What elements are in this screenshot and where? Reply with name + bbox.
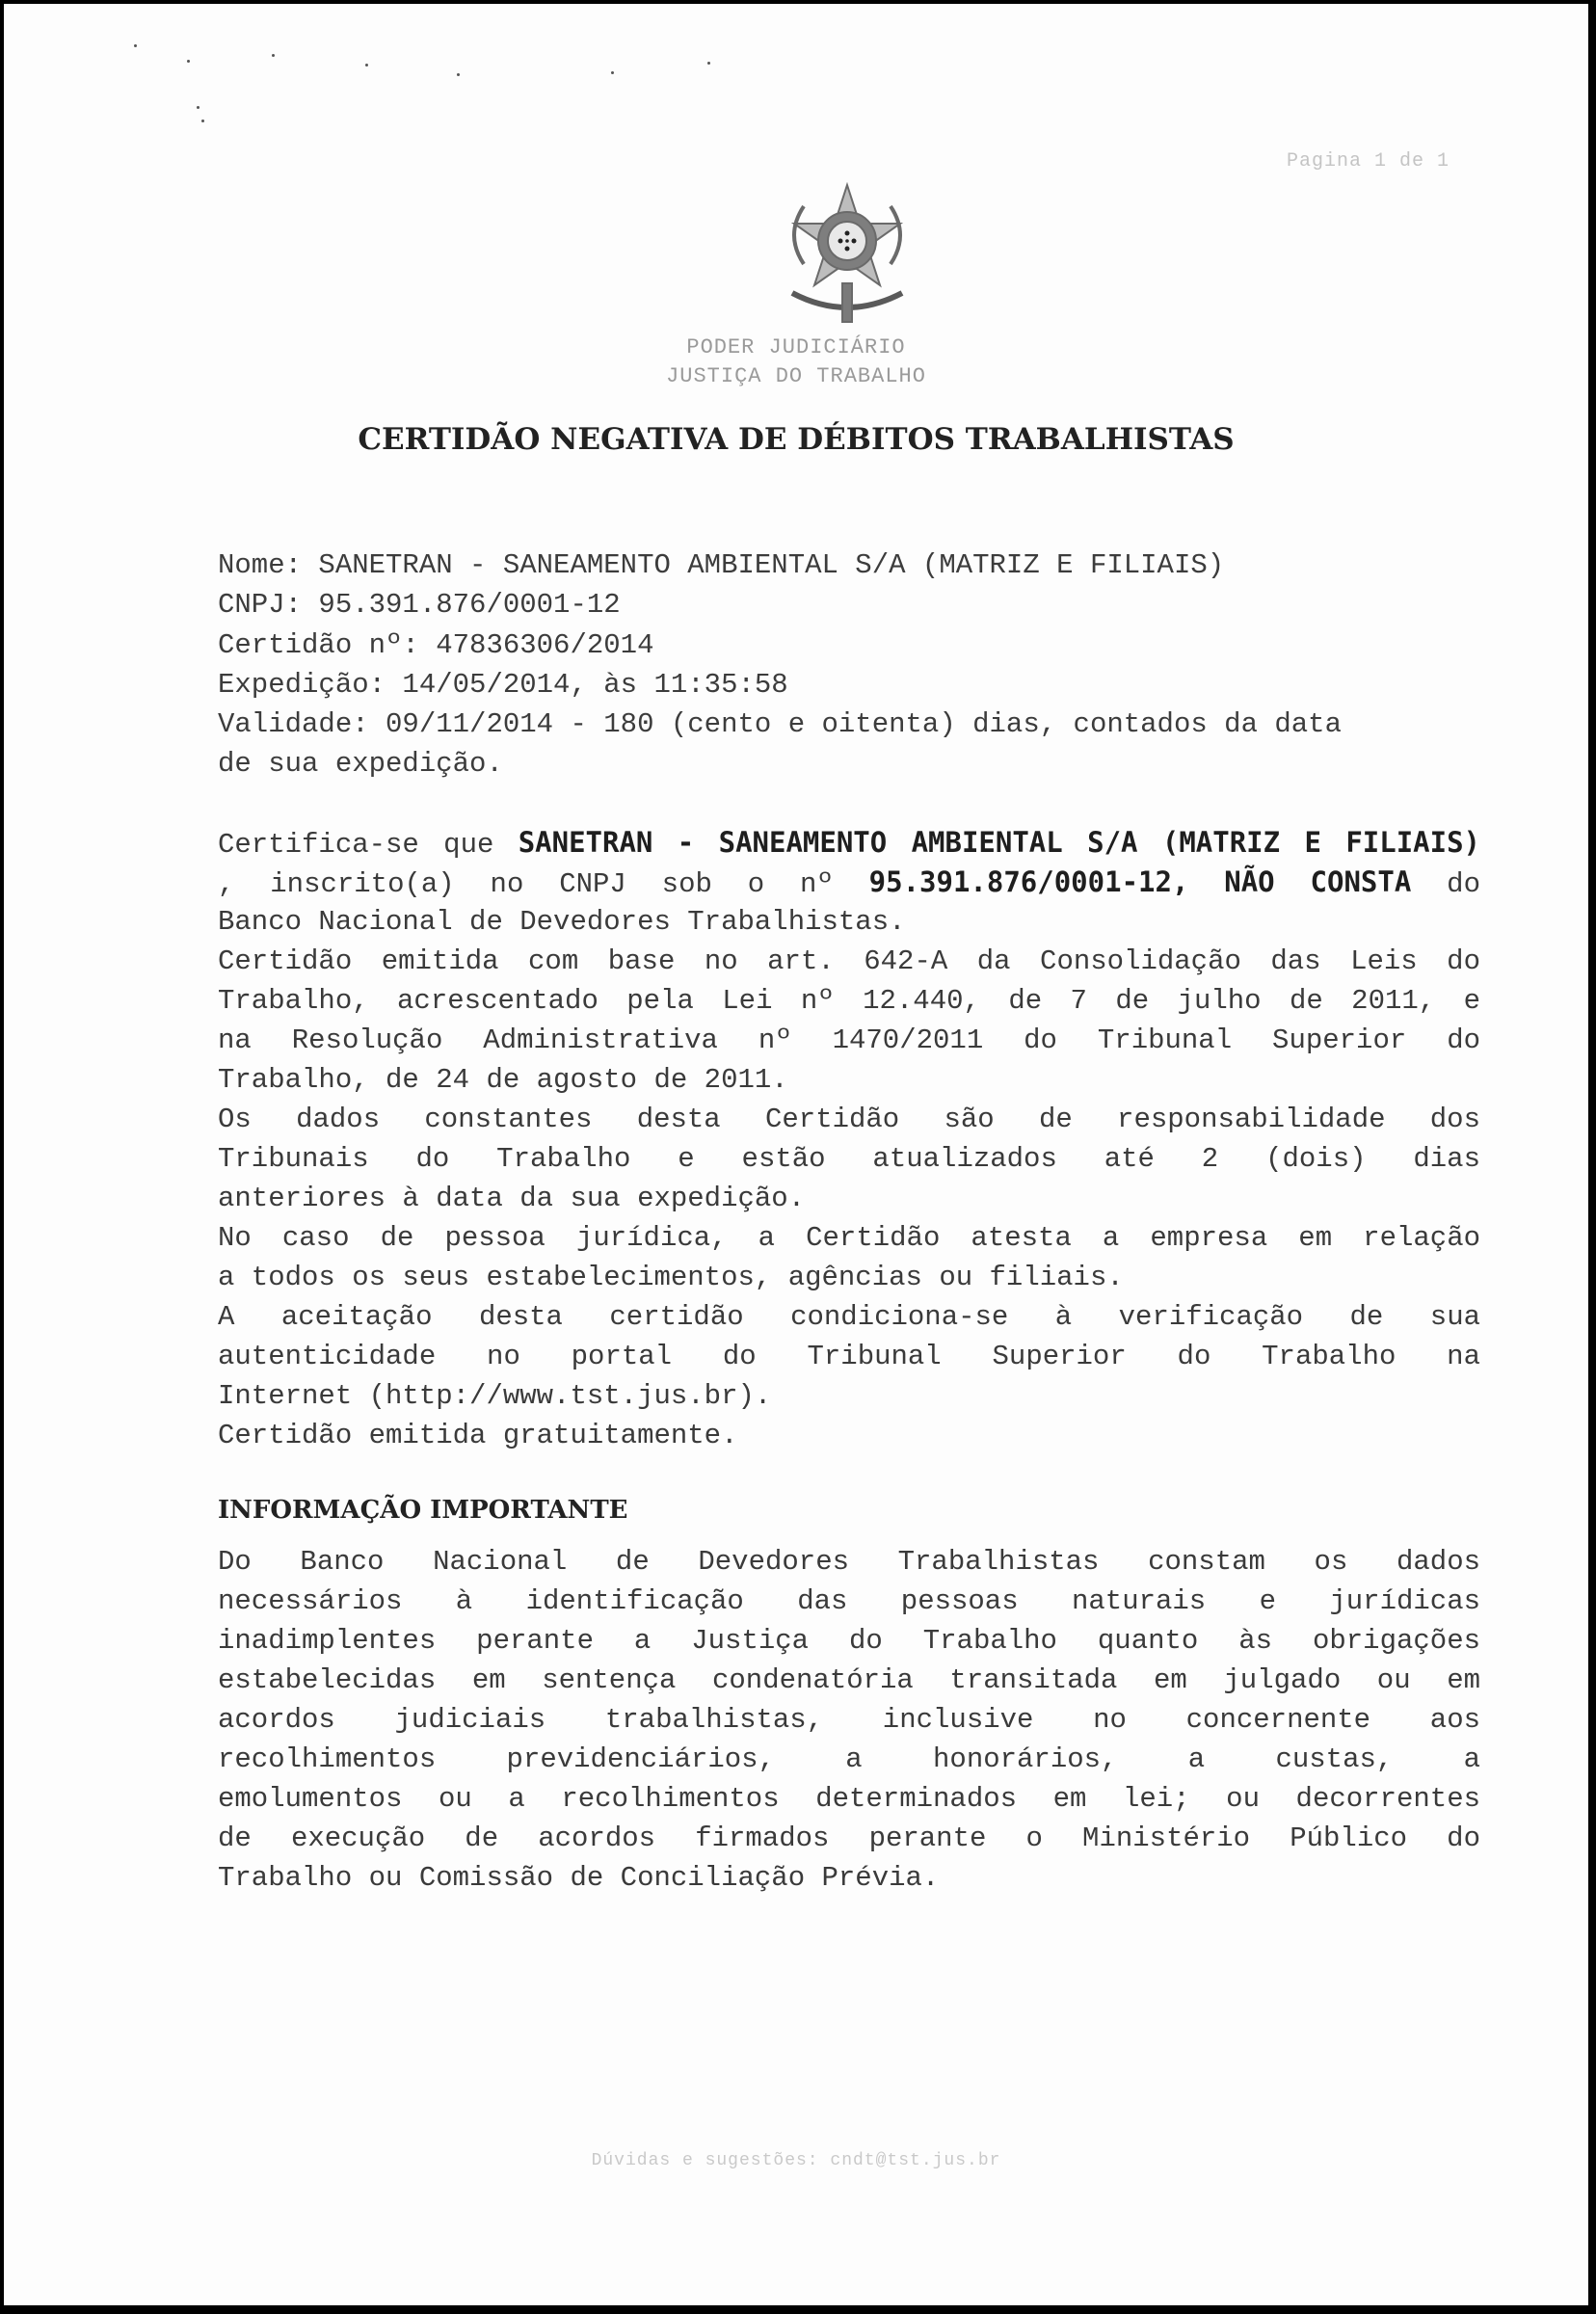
company-name: SANETRAN - SANEAMENTO AMBIENTAL S/A (MATRIZ E FILIAIS) [518,826,1480,859]
info-line: acordos judiciais trabalhistas, inclusive no concernente aos [218,1704,1480,1736]
body-line: Certifica-se que SANETRAN - SANEAMENTO AMBIENTAL S/A (MATRIZ E FILIAIS) [218,826,1480,861]
certificate-page [4,4,1588,2305]
body-line: Os dados constantes desta Certidão são de responsabilidade dos [218,1104,1480,1135]
body-line: Certidão emitida com base no art. 642-A da Consolidação das Leis do [218,945,1480,977]
footer-contact: Dúvidas e sugestões: cndt@tst.jus.br [591,2151,1001,2170]
info-validade: Validade: 09/11/2014 - 180 (cento e oitenta) dias, contados da data [218,708,1342,740]
body-line: A aceitação desta certidão condiciona-se à verificação de sua [218,1301,1480,1333]
info-line: inadimplentes perante a Justiça do Trabalho quanto às obrigações [218,1625,1480,1657]
body-line: No caso de pessoa jurídica, a Certidão atesta a empresa em relação [218,1222,1480,1254]
scan-noise [33,42,707,129]
document-title: CERTIDÃO NEGATIVA DE DÉBITOS TRABALHISTAS [358,422,1235,457]
body-line: Banco Nacional de Devedores Trabalhistas. [218,906,906,938]
info-line: Trabalho ou Comissão de Conciliação Prévia. [218,1862,940,1894]
info-line: Do Banco Nacional de Devedores Trabalhistas constam os dados [218,1546,1480,1578]
info-cnpj: CNPJ: 95.391.876/0001-12 [218,589,621,621]
section-title: INFORMAÇÃO IMPORTANTE [218,1496,628,1525]
info-nome: Nome: SANETRAN - SANEAMENTO AMBIENTAL S/A (MATRIZ E FILIAIS) [218,549,1225,581]
info-line: de execução de acordos firmados perante o Ministério Público do [218,1822,1480,1854]
info-expedicao: Expedição: 14/05/2014, às 11:35:58 [218,669,788,701]
info-certidao: Certidão nº: 47836306/2014 [218,629,654,661]
body-line: Internet (http://www.tst.jus.br). [218,1380,772,1412]
body-line: Trabalho, acrescentado pela Lei nº 12.440, de 7 de julho de 2011, e [218,985,1480,1017]
body-line: na Resolução Administrativa nº 1470/2011 do Tribunal Superior do [218,1024,1480,1056]
org-name-judiciary: PODER JUDICIÁRIO [686,335,906,359]
body-line: anteriores à data da sua expedição. [218,1183,806,1214]
info-line: recolhimentos previdenciários, a honorários, a custas, a [218,1743,1480,1775]
org-name-labor-justice: JUSTIÇA DO TRABALHO [666,364,926,388]
page-number: Pagina 1 de 1 [1286,150,1450,173]
status-nao-consta: NÃO CONSTA [1224,865,1412,898]
info-line: estabelecidas em sentença condenatória transitada em julgado ou em [218,1664,1480,1696]
body-line: , inscrito(a) no CNPJ sob o nº 95.391.876/0001-12, NÃO CONSTA do [218,865,1480,900]
body-line: Certidão emitida gratuitamente. [218,1420,738,1451]
cnpj-number: 95.391.876/0001-12, [868,865,1189,898]
body-line: Tribunais do Trabalho e estão atualizados até 2 (dois) dias [218,1143,1480,1175]
body-line: Trabalho, de 24 de agosto de 2011. [218,1064,788,1096]
info-validade-cont: de sua expedição. [218,748,503,780]
info-line: necessários à identificação das pessoas naturais e jurídicas [218,1585,1480,1617]
body-line: autenticidade no portal do Tribunal Superior do Trabalho na [218,1341,1480,1372]
body-line: a todos os seus estabelecimentos, agências ou filiais. [218,1262,1124,1293]
info-line: emolumentos ou a recolhimentos determinados em lei; ou decorrentes [218,1783,1480,1815]
brasao-republica-icon [775,177,919,332]
